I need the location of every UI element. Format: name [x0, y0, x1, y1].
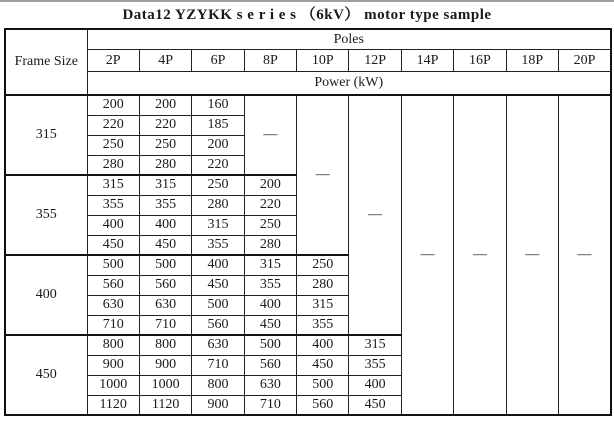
power-cell-450-6p: 800	[192, 375, 244, 395]
dash-cell-14p: —	[401, 95, 453, 415]
dash-cell-10p: —	[297, 95, 349, 255]
power-cell-355-6p: 280	[192, 195, 244, 215]
power-cell-315-6p: 220	[192, 155, 244, 175]
power-cell-315-6p: 185	[192, 115, 244, 135]
power-cell-355-8p: 280	[244, 235, 296, 255]
power-cell-315-4p: 220	[139, 115, 191, 135]
page-title: Data12 YZYKK s e r i e s （6kV） motor type sample	[122, 7, 492, 23]
power-cell-400-10p: 355	[297, 315, 349, 335]
pole-column-header-18p: 18P	[506, 50, 558, 72]
power-cell-400-4p: 560	[139, 275, 191, 295]
power-cell-355-6p: 315	[192, 215, 244, 235]
power-cell-315-2p: 200	[87, 95, 139, 115]
power-cell-450-2p: 900	[87, 355, 139, 375]
power-cell-315-4p: 250	[139, 135, 191, 155]
power-cell-315-4p: 200	[139, 95, 191, 115]
power-cell-450-2p: 1000	[87, 375, 139, 395]
power-cell-355-4p: 400	[139, 215, 191, 235]
power-cell-450-12p: 355	[349, 355, 401, 375]
power-cell-400-4p: 500	[139, 255, 191, 275]
frame-size-cell-315: 315	[5, 95, 87, 175]
power-cell-355-4p: 450	[139, 235, 191, 255]
power-cell-450-2p: 800	[87, 335, 139, 355]
power-cell-450-8p: 500	[244, 335, 296, 355]
power-cell-400-10p: 250	[297, 255, 349, 275]
power-cell-400-8p: 450	[244, 315, 296, 335]
power-cell-315-2p: 250	[87, 135, 139, 155]
power-cell-355-2p: 450	[87, 235, 139, 255]
power-cell-355-8p: 250	[244, 215, 296, 235]
power-cell-400-2p: 560	[87, 275, 139, 295]
pole-column-header-12p: 12P	[349, 50, 401, 72]
power-cell-450-12p: 400	[349, 375, 401, 395]
power-cell-400-6p: 560	[192, 315, 244, 335]
power-header: Power (kW)	[87, 72, 611, 96]
pole-column-header-16p: 16P	[454, 50, 506, 72]
dash-cell-8p: —	[244, 95, 296, 175]
power-cell-355-8p: 220	[244, 195, 296, 215]
dash-cell-12p: —	[349, 95, 401, 335]
power-cell-400-10p: 315	[297, 295, 349, 315]
power-cell-450-10p: 500	[297, 375, 349, 395]
power-cell-355-8p: 200	[244, 175, 296, 195]
table-body	[5, 95, 611, 415]
power-cell-355-2p: 355	[87, 195, 139, 215]
dash-cell-18p: —	[506, 95, 558, 415]
power-cell-450-12p: 450	[349, 395, 401, 415]
frame-size-cell-355: 355	[5, 175, 87, 255]
power-cell-400-2p: 710	[87, 315, 139, 335]
power-cell-450-4p: 800	[139, 335, 191, 355]
power-cell-400-6p: 500	[192, 295, 244, 315]
power-cell-450-8p: 560	[244, 355, 296, 375]
power-cell-450-10p: 400	[297, 335, 349, 355]
frame-size-header: Frame Size	[5, 29, 87, 95]
power-cell-450-4p: 1120	[139, 395, 191, 415]
power-cell-355-4p: 315	[139, 175, 191, 195]
power-cell-400-8p: 355	[244, 275, 296, 295]
power-cell-400-8p: 400	[244, 295, 296, 315]
pole-column-header-20p: 20P	[559, 50, 611, 72]
dash-cell-16p: —	[454, 95, 506, 415]
power-cell-355-6p: 355	[192, 235, 244, 255]
motor-type-table	[4, 28, 612, 416]
power-cell-400-6p: 450	[192, 275, 244, 295]
power-cell-450-6p: 900	[192, 395, 244, 415]
power-cell-450-2p: 1120	[87, 395, 139, 415]
pole-column-header-6p: 6P	[192, 50, 244, 72]
power-cell-450-6p: 630	[192, 335, 244, 355]
power-cell-450-8p: 710	[244, 395, 296, 415]
power-cell-355-2p: 400	[87, 215, 139, 235]
frame-size-cell-450: 450	[5, 335, 87, 415]
power-cell-400-4p: 630	[139, 295, 191, 315]
power-cell-315-4p: 280	[139, 155, 191, 175]
power-cell-450-8p: 630	[244, 375, 296, 395]
power-cell-315-6p: 200	[192, 135, 244, 155]
header-row-power	[5, 72, 611, 96]
power-cell-400-6p: 400	[192, 255, 244, 275]
pole-column-header-8p: 8P	[244, 50, 296, 72]
power-cell-400-10p: 280	[297, 275, 349, 295]
power-cell-355-4p: 355	[139, 195, 191, 215]
table-header	[5, 29, 611, 95]
power-cell-450-6p: 710	[192, 355, 244, 375]
power-cell-400-4p: 710	[139, 315, 191, 335]
power-cell-450-4p: 1000	[139, 375, 191, 395]
header-row-poles	[5, 29, 611, 50]
power-cell-450-10p: 560	[297, 395, 349, 415]
screenshot-edge-artifact	[0, 0, 614, 2]
power-cell-400-2p: 630	[87, 295, 139, 315]
dash-cell-20p: —	[559, 95, 611, 415]
poles-header: Poles	[87, 29, 611, 50]
power-cell-450-10p: 450	[297, 355, 349, 375]
header-row-pole-labels	[5, 50, 611, 72]
pole-column-header-14p: 14P	[401, 50, 453, 72]
power-cell-400-8p: 315	[244, 255, 296, 275]
table-row	[5, 95, 611, 115]
pole-column-header-2p: 2P	[87, 50, 139, 72]
power-cell-450-12p: 315	[349, 335, 401, 355]
pole-column-header-10p: 10P	[297, 50, 349, 72]
frame-size-cell-400: 400	[5, 255, 87, 335]
power-cell-355-6p: 250	[192, 175, 244, 195]
power-cell-315-6p: 160	[192, 95, 244, 115]
power-cell-315-2p: 280	[87, 155, 139, 175]
power-cell-355-2p: 315	[87, 175, 139, 195]
power-cell-400-2p: 500	[87, 255, 139, 275]
pole-column-header-4p: 4P	[139, 50, 191, 72]
power-cell-315-2p: 220	[87, 115, 139, 135]
power-cell-450-4p: 900	[139, 355, 191, 375]
